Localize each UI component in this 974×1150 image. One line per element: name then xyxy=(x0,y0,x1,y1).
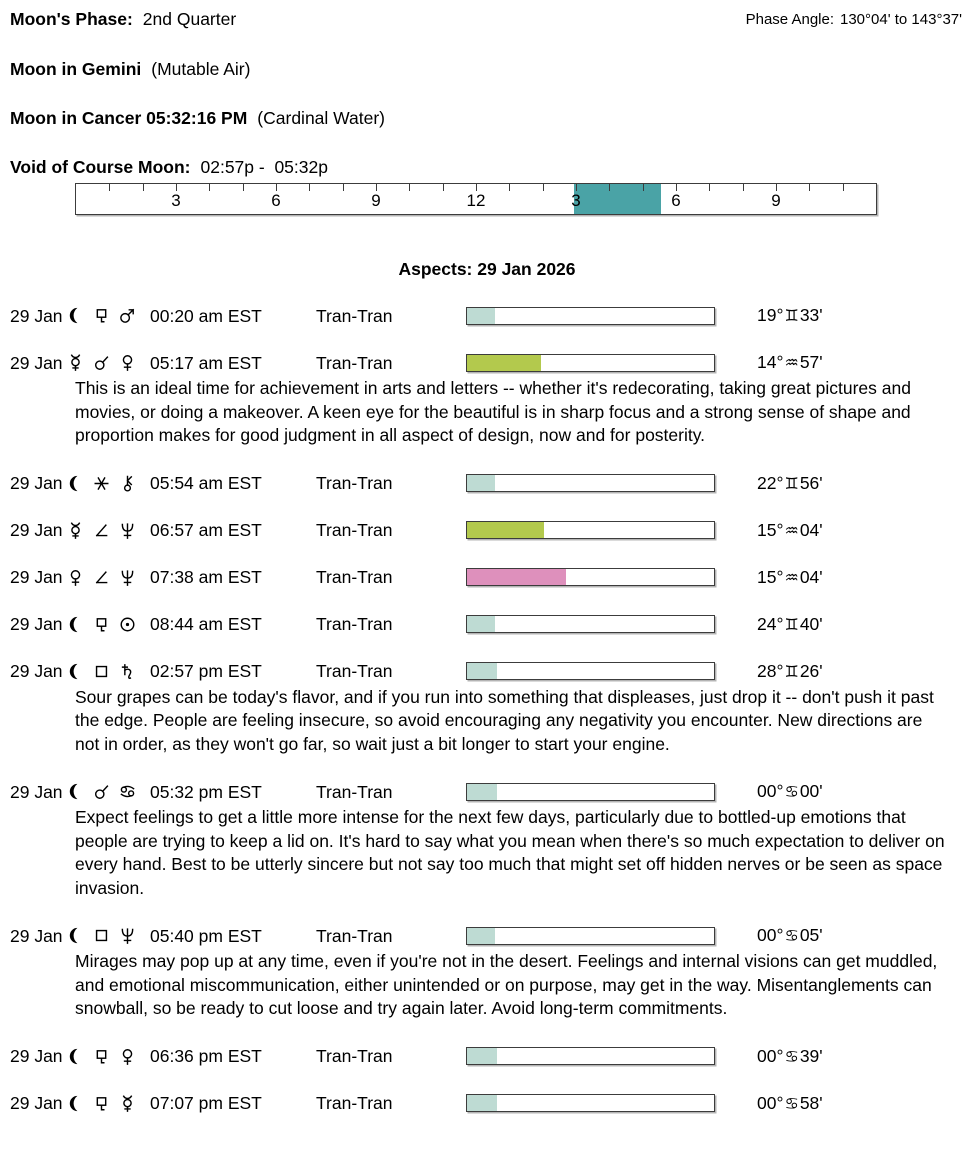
position-degrees: 00° xyxy=(757,1045,784,1066)
square-icon xyxy=(92,662,118,681)
aspect-row[interactable] xyxy=(10,472,964,495)
moon-ingress-quality: (Cardinal Water) xyxy=(257,108,386,128)
aspect-position xyxy=(757,660,823,683)
moon-icon xyxy=(66,782,92,801)
aspect-time: 08:44 am EST xyxy=(150,614,262,634)
moon-icon xyxy=(66,615,92,634)
aspect-date: 29 Jan xyxy=(10,614,63,634)
position-minutes: 58' xyxy=(799,1092,823,1113)
aspect-position xyxy=(757,519,823,542)
hour-tick xyxy=(109,184,110,191)
aspect-strength-fill xyxy=(467,928,495,944)
sextile-icon xyxy=(92,474,118,493)
aspect-glyphs xyxy=(66,306,150,325)
aspect-strength-fill xyxy=(467,616,495,632)
position-minutes: 39' xyxy=(799,1045,823,1066)
aspect-position xyxy=(757,613,823,636)
venus-icon xyxy=(66,568,92,587)
moon-icon xyxy=(66,1047,92,1066)
aspect-date: 29 Jan xyxy=(10,661,63,681)
zodiac-sign-cancer-icon: ♋ xyxy=(784,1046,799,1066)
aspect-date: 29 Jan xyxy=(10,567,63,587)
venus-icon xyxy=(118,353,144,372)
aspects-title: Aspects: 29 Jan 2026 xyxy=(398,259,576,279)
aspect-time: 00:20 am EST xyxy=(150,305,262,326)
position-minutes: 05' xyxy=(799,925,823,945)
aspect-row[interactable] xyxy=(10,613,964,636)
aspect-row[interactable] xyxy=(10,519,964,542)
aspect-strength-bar xyxy=(466,662,715,680)
aspect-type: Tran-Tran xyxy=(316,520,393,540)
aspect-row[interactable] xyxy=(10,1092,964,1115)
hour-tick xyxy=(743,184,744,191)
position-minutes: 57' xyxy=(799,352,823,372)
phase-angle-label: Phase Angle: xyxy=(745,11,834,28)
aspect-position xyxy=(757,304,823,327)
aspect-type: Tran-Tran xyxy=(316,473,393,493)
void-of-course-label: Void of Course Moon: xyxy=(10,157,191,177)
aspect-type: Tran-Tran xyxy=(316,1093,393,1113)
hour-tick xyxy=(209,184,210,191)
hour-tick xyxy=(709,184,710,191)
mercury-icon xyxy=(66,353,92,372)
hour-label: 3 xyxy=(171,191,181,210)
chiron-icon xyxy=(118,474,144,493)
aspect-time: 05:40 pm EST xyxy=(150,925,262,946)
aspect-strength-bar xyxy=(466,307,715,325)
hour-tick xyxy=(443,184,444,191)
aspect-date: 29 Jan xyxy=(10,781,63,802)
aspect-strength-fill xyxy=(467,522,544,538)
position-degrees: 24° xyxy=(757,613,784,634)
void-of-course-line xyxy=(10,156,964,178)
position-degrees: 14° xyxy=(757,352,784,372)
aspect-type: Tran-Tran xyxy=(316,1046,393,1066)
void-of-course-highlight xyxy=(574,184,660,214)
mercury-icon xyxy=(66,521,92,540)
moon-in-sign-label: Moon in Gemini xyxy=(10,59,142,79)
position-minutes: 04' xyxy=(799,566,823,587)
neptune-icon xyxy=(118,926,144,945)
aspect-date: 29 Jan xyxy=(10,473,63,493)
sesquiquadrate-icon xyxy=(92,306,118,325)
aspect-strength-bar xyxy=(466,521,715,539)
hour-label: 6 xyxy=(271,191,281,210)
aspect-description: Sour grapes can be today's flavor, and if you run into something that displeases, just drop it -- don't push it past the edge. People are feeling insecure, so avoid encouraging any negativity you encounter. New directions are not in order, as they won't go far, so wait just a bit longer to start your engine. xyxy=(75,686,934,754)
moons-phase-value: 2nd Quarter xyxy=(142,9,237,29)
aspect-description: Mirages may pop up at any time, even if you're not in the desert. Feelings and internal visions can get muddled, and emotional miscommunication, either unintended or on purpose, may get in the way. Misentanglements can snowball, so be ready to cut loose and try again later. Avoid long-term commitments. xyxy=(75,951,938,1018)
zodiac-sign-aquarius-icon: ♒ xyxy=(784,567,799,587)
aspect-strength-bar xyxy=(466,474,715,492)
aspect-time: 06:57 am EST xyxy=(150,520,262,540)
square-icon xyxy=(92,926,118,945)
aspect-date: 29 Jan xyxy=(10,520,63,540)
aspect-position xyxy=(757,472,823,495)
conjunction-icon xyxy=(92,353,118,372)
saturn-icon xyxy=(118,662,144,681)
mars-icon xyxy=(118,306,144,325)
hour-tick xyxy=(609,184,610,191)
aspect-position xyxy=(757,1092,823,1115)
aspect-position xyxy=(757,566,823,589)
aspect-glyphs xyxy=(66,782,150,801)
sun-icon xyxy=(118,615,144,634)
position-minutes: 40' xyxy=(799,613,823,634)
hour-tick xyxy=(176,184,177,191)
aspect-date: 29 Jan xyxy=(10,1093,63,1113)
zodiac-sign-gemini-icon: ♊ xyxy=(784,614,799,634)
moons-phase xyxy=(10,8,236,30)
aspect-strength-fill xyxy=(467,308,495,324)
aspect-strength-fill xyxy=(467,1095,497,1111)
hour-tick xyxy=(576,184,577,191)
semisquare-icon xyxy=(92,568,118,587)
aspect-glyphs xyxy=(66,615,150,634)
venus-icon xyxy=(118,1047,144,1066)
aspect-strength-bar xyxy=(466,1047,715,1065)
hour-tick xyxy=(409,184,410,191)
semisquare-icon xyxy=(92,521,118,540)
moon-icon xyxy=(66,474,92,493)
zodiac-sign-aquarius-icon: ♒ xyxy=(784,520,799,540)
aspect-strength-fill xyxy=(467,569,566,585)
moon-ingress-label: Moon in Cancer 05:32:16 PM xyxy=(10,108,248,128)
aspect-position xyxy=(757,1045,823,1068)
moons-phase-label: Moon's Phase: xyxy=(10,9,133,29)
aspect-type: Tran-Tran xyxy=(316,661,393,681)
position-minutes: 04' xyxy=(799,519,823,540)
aspect-position xyxy=(757,351,823,374)
aspect-glyphs xyxy=(66,662,150,681)
phase-angle-value: 130°04' to 143°37' xyxy=(840,11,962,28)
hour-tick xyxy=(643,184,644,191)
aspect-strength-fill xyxy=(467,663,497,679)
neptune-icon xyxy=(118,568,144,587)
aspect-strength-bar xyxy=(466,615,715,633)
cancer-icon xyxy=(118,782,144,801)
sesquiquadrate-icon xyxy=(92,1047,118,1066)
sesquiquadrate-icon xyxy=(92,615,118,634)
aspect-date: 29 Jan xyxy=(10,352,63,373)
aspect-glyphs xyxy=(66,1094,150,1113)
aspect-strength-bar xyxy=(466,783,715,801)
position-degrees: 22° xyxy=(757,472,784,493)
aspect-row[interactable] xyxy=(10,660,964,683)
hour-tick xyxy=(276,184,277,191)
aspect-strength-bar xyxy=(466,1094,715,1112)
hour-tick xyxy=(843,184,844,191)
hour-label: 9 xyxy=(771,191,781,210)
position-minutes: 00' xyxy=(799,781,823,801)
void-of-course-timeline xyxy=(75,183,877,215)
moons-phase-line xyxy=(10,8,964,31)
moon-icon xyxy=(66,926,92,945)
moon-icon xyxy=(66,306,92,325)
aspect-date: 29 Jan xyxy=(10,305,63,326)
position-degrees: 19° xyxy=(757,305,784,325)
aspect-type: Tran-Tran xyxy=(316,352,393,373)
aspect-row[interactable] xyxy=(10,351,964,374)
phase-angle xyxy=(746,8,964,31)
aspect-type: Tran-Tran xyxy=(316,925,393,946)
aspect-strength-bar xyxy=(466,354,715,372)
position-degrees: 00° xyxy=(757,1092,784,1113)
aspect-strength-bar xyxy=(466,568,715,586)
aspect-time: 07:07 pm EST xyxy=(150,1093,262,1113)
position-minutes: 56' xyxy=(799,472,823,493)
hour-label: 3 xyxy=(571,191,581,210)
hour-label: 9 xyxy=(371,191,381,210)
aspect-time: 06:36 pm EST xyxy=(150,1046,262,1066)
hour-label: 6 xyxy=(671,191,681,210)
aspect-glyphs xyxy=(66,521,150,540)
aspect-time: 05:32 pm EST xyxy=(150,781,262,802)
position-degrees: 15° xyxy=(757,519,784,540)
aspect-glyphs xyxy=(66,926,150,945)
hour-label: 12 xyxy=(466,191,486,210)
aspect-strength-fill xyxy=(467,475,495,491)
aspect-glyphs xyxy=(66,568,150,587)
aspect-row[interactable] xyxy=(10,924,964,947)
aspect-position xyxy=(757,780,823,803)
zodiac-sign-cancer-icon: ♋ xyxy=(784,782,799,801)
position-degrees: 00° xyxy=(757,781,784,801)
hour-tick xyxy=(343,184,344,191)
aspect-glyphs xyxy=(66,474,150,493)
aspect-row[interactable] xyxy=(10,780,964,803)
zodiac-sign-cancer-icon: ♋ xyxy=(784,1093,799,1113)
hour-tick xyxy=(809,184,810,191)
aspect-strength-fill xyxy=(467,355,541,371)
aspect-strength-fill xyxy=(467,784,497,800)
aspect-time: 07:38 am EST xyxy=(150,567,262,587)
aspect-strength-fill xyxy=(467,1048,497,1064)
aspect-time: 02:57 pm EST xyxy=(150,661,262,681)
aspect-description: Expect feelings to get a little more intense for the next few days, particularly due to bottled-up emotions that people are trying to keep a lid on. It's hard to say what you mean when there's so much expectation to deliver on every hand. Best to be utterly sincere but not say too much that might set off hidden nerves or be seen as space invasion. xyxy=(75,807,945,898)
aspect-strength-bar xyxy=(466,927,715,945)
aspect-row[interactable] xyxy=(10,566,964,589)
moon-icon xyxy=(66,662,92,681)
hour-tick xyxy=(776,184,777,191)
position-minutes: 33' xyxy=(799,305,823,325)
hour-tick xyxy=(509,184,510,191)
aspect-time: 05:54 am EST xyxy=(150,473,262,493)
aspect-row[interactable] xyxy=(10,1045,964,1068)
aspect-position xyxy=(757,924,823,947)
zodiac-sign-aquarius-icon: ♒ xyxy=(784,353,799,372)
zodiac-sign-gemini-icon: ♊ xyxy=(784,306,799,325)
zodiac-sign-cancer-icon: ♋ xyxy=(784,926,799,945)
aspect-glyphs xyxy=(66,1047,150,1066)
neptune-icon xyxy=(118,521,144,540)
aspect-type: Tran-Tran xyxy=(316,305,393,326)
hour-tick xyxy=(143,184,144,191)
hour-tick xyxy=(376,184,377,191)
aspect-time: 05:17 am EST xyxy=(150,352,262,373)
moon-in-sign-quality: (Mutable Air) xyxy=(151,59,251,79)
zodiac-sign-gemini-icon: ♊ xyxy=(784,661,799,681)
aspect-type: Tran-Tran xyxy=(316,614,393,634)
moon-ingress-line xyxy=(10,107,964,129)
zodiac-sign-gemini-icon: ♊ xyxy=(784,473,799,493)
position-degrees: 00° xyxy=(757,925,784,945)
aspect-date: 29 Jan xyxy=(10,925,63,946)
hour-tick xyxy=(309,184,310,191)
hour-tick xyxy=(543,184,544,191)
conjunction-icon xyxy=(92,782,118,801)
aspect-type: Tran-Tran xyxy=(316,567,393,587)
mercury-icon xyxy=(118,1094,144,1113)
position-degrees: 28° xyxy=(757,660,784,681)
moon-in-sign-line xyxy=(10,58,964,80)
aspect-type: Tran-Tran xyxy=(316,781,393,802)
position-degrees: 15° xyxy=(757,566,784,587)
aspect-list xyxy=(10,304,964,1115)
aspect-date: 29 Jan xyxy=(10,1046,63,1066)
sesquiquadrate-icon xyxy=(92,1094,118,1113)
hour-tick xyxy=(243,184,244,191)
aspect-glyphs xyxy=(66,353,150,372)
aspect-description: This is an ideal time for achievement in arts and letters -- whether it's redecorating, taking great pictures and movies, or doing a makeover. A keen eye for the beautiful is in sharp focus and a strong sense of shape and proportion makes for good judgment in all aspect of design, now and for posterity. xyxy=(75,378,911,445)
aspect-row[interactable] xyxy=(10,304,964,327)
position-minutes: 26' xyxy=(799,660,823,681)
void-of-course-value: 02:57p - 05:32p xyxy=(200,157,328,177)
moon-icon xyxy=(66,1094,92,1113)
hour-tick xyxy=(676,184,677,191)
hour-tick xyxy=(476,184,477,191)
